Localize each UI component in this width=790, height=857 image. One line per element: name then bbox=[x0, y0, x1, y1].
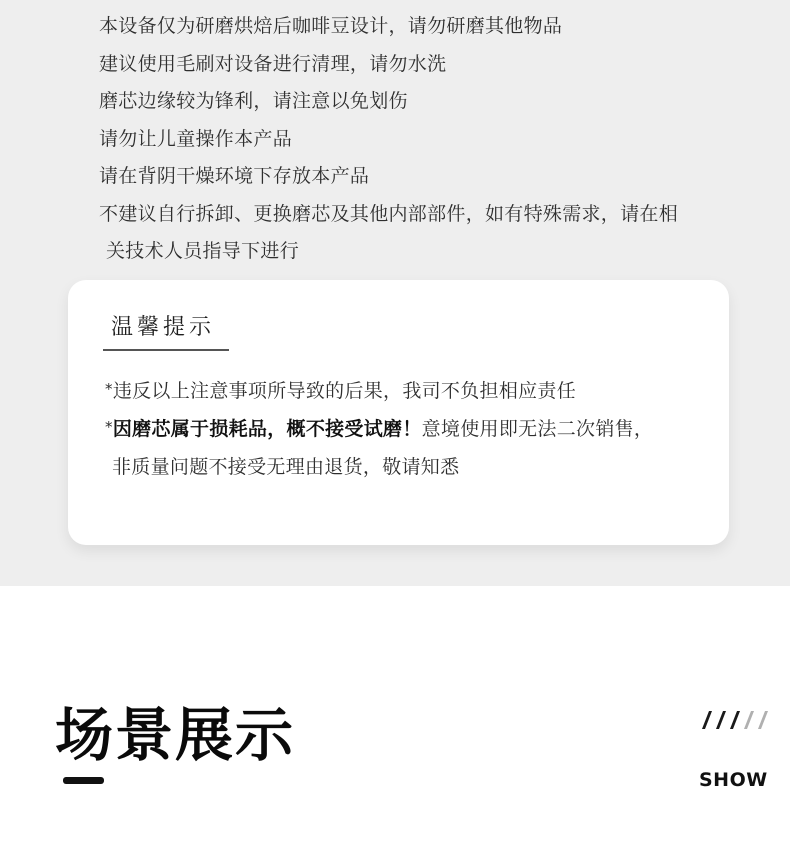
tip-item bbox=[105, 414, 653, 441]
asterisk-mark: * bbox=[105, 418, 113, 436]
notice-line: 请在背阴干燥环境下存放本产品 bbox=[99, 165, 370, 187]
title-accent-bar bbox=[63, 777, 104, 784]
tip-text-continuation: 非质量问题不接受无理由退货，敬请知悉 bbox=[112, 456, 460, 478]
section-title: 场景展示 bbox=[55, 701, 296, 769]
tip-text: 违反以上注意事项所导致的后果，我司不负担相应责任 bbox=[112, 380, 577, 402]
section-subtitle: SHOW bbox=[699, 769, 768, 791]
tips-title: 温馨提示 bbox=[111, 315, 216, 340]
asterisk-mark: * bbox=[105, 380, 113, 398]
tip-text: 意境使用即无法二次销售， bbox=[421, 418, 654, 440]
tip-item bbox=[105, 376, 576, 403]
notice-list bbox=[99, 8, 759, 271]
tips-title-underline bbox=[103, 349, 229, 351]
tips-card bbox=[68, 280, 729, 545]
tip-text-emphasis: 因磨芯属于损耗品，概不接受试磨！ bbox=[112, 418, 422, 440]
notice-line: 本设备仅为研磨烘焙后咖啡豆设计，请勿研磨其他物品 bbox=[99, 15, 563, 37]
notice-line: 建议使用毛刷对设备进行清理，请勿水洗 bbox=[99, 52, 447, 75]
notice-line: 不建议自行拆卸、更换磨芯及其他内部部件，如有特殊需求，请在相 bbox=[99, 202, 679, 225]
notice-line: 请勿让儿童操作本产品 bbox=[99, 127, 293, 150]
slash-stripes-icon bbox=[700, 709, 770, 731]
notice-line: 磨芯边缘较为锋利，请注意以免划伤 bbox=[99, 90, 408, 112]
notice-line-continuation: 关技术人员指导下进行 bbox=[106, 240, 300, 262]
